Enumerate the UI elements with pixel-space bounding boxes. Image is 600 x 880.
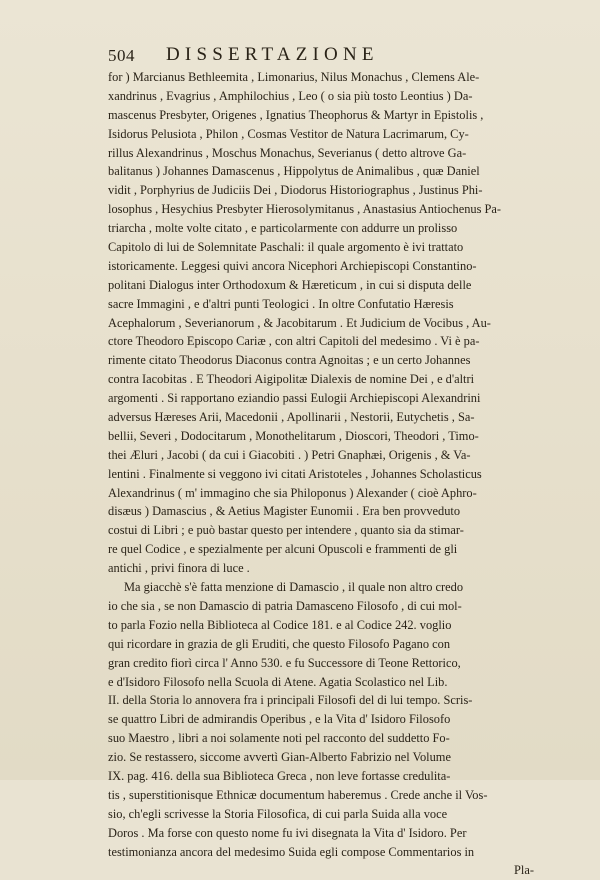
text-line: bellii, Severi , Dodocitarum , Monothelitarum , Dioscori, Theodori , Timo- bbox=[108, 428, 479, 443]
text-line: balitanus ) Johannes Damascenus , Hippolytus de Animalibus , quæ Daniel bbox=[108, 164, 480, 179]
text-line: politani Dialogus inter Orthodoxum & Hæreticum , in cui si disputa delle bbox=[108, 277, 472, 292]
text-line: rillus Alexandrinus , Moschus Monachus, Severianus ( detto altrove Ga- bbox=[108, 145, 467, 160]
text-line: vidit , Porphyrius de Judiciis Dei , Diodorus Historiographus , Justinus Phi- bbox=[108, 183, 483, 198]
text-line: triarcha , molte volte citato , e particolarmente con addurre un prolisso bbox=[108, 221, 458, 236]
text-line: lentini . Finalmente si veggono ivi citati Aristoteles , Johannes Scholasticus bbox=[108, 466, 482, 481]
text-line: ctore Theodoro Episcopo Cariæ , con altri Capitoli del medesimo . Vi è pa- bbox=[108, 334, 480, 349]
text-line: mascenus Presbyter, Origenes , Ignatius Theophorus & Martyr in Epistolis , bbox=[108, 107, 484, 122]
text-line: sacre Immagini , e d'altri punti Teologici . In oltre Confutatio Hæresis bbox=[108, 296, 454, 311]
text-line: to parla Fozio nella Biblioteca al Codice 181. e al Codice 242. voglio bbox=[108, 617, 452, 632]
text-line: sio, ch'egli scrivesse la Storia Filosofica, di cui parla Suida alla voce bbox=[108, 806, 448, 821]
text-line: antichi , privi finora di luce . bbox=[108, 561, 250, 576]
text-line: Doros . Ma forse con questo nome fu ivi disegnata la Vita d' Isidoro. Per bbox=[108, 825, 467, 840]
text-line: Ma giacchè s'è fatta menzione di Damascio , il quale non altro credo bbox=[124, 580, 464, 595]
text-line: tis , superstitionisque Ethnicæ documentum haberemus . Crede anche il Vos- bbox=[108, 787, 488, 802]
text-line: qui ricordare in grazia de gli Eruditi, che questo Filosofo Pagano con bbox=[108, 636, 451, 651]
page-header bbox=[108, 44, 548, 66]
text-line: istoricamente. Leggesi quivi ancora Nicephori Archiepiscopi Constantino- bbox=[108, 258, 477, 273]
text-line: thei Æluri , Jacobi ( da cui i Giacobiti . ) Petri Gnaphæi, Origenis , & Va- bbox=[108, 447, 471, 462]
page-number: 504 bbox=[108, 46, 135, 65]
text-line: costui di Libri ; e può bastar questo per intendere , quanto sia da stimar- bbox=[108, 523, 464, 538]
text-line: Acephalorum , Severianorum , & Jacobitarum . Et Judicium de Vocibus , Au- bbox=[108, 315, 491, 330]
text-line: adversus Hæreses Arii, Macedonii , Apollinarii , Nestorii, Eutychetis , Sa- bbox=[108, 410, 475, 425]
text-line: contra Iacobitas . E Theodori Aigipolitæ Dialexis de nomine Dei , e d'altri bbox=[108, 372, 475, 387]
text-line: xandrinus , Evagrius , Amphilochius , Leo ( o sia più tosto Leontius ) Da- bbox=[108, 88, 473, 103]
text-line: suo Maestro , libri a noi solamente noti pel racconto del suddetto Fo- bbox=[108, 731, 450, 746]
text-line: e d'Isidoro Filosofo nella Scuola di Atene. Agatia Scolastico nel Lib. bbox=[108, 674, 448, 689]
body-text bbox=[108, 68, 540, 880]
catchword: Pla- bbox=[514, 863, 534, 878]
text-line: Isidorus Pelusiota , Philon , Cosmas Vestitor de Natura Lacrimarum, Cy- bbox=[108, 126, 469, 141]
text-line: testimonianza ancora del medesimo Suida egli compose Commentarios in bbox=[108, 844, 475, 859]
text-line: re quel Codice , e spezialmente per alcuni Opuscoli e frammenti de gli bbox=[108, 542, 458, 557]
text-line: Alexandrinus ( m' immagino che sia Philoponus ) Alexander ( cioè Aphro- bbox=[108, 485, 477, 500]
text-line: II. della Storia lo annovera fra i principali Filosofi del di lui tempo. Scris- bbox=[108, 693, 473, 708]
text-line: losophus , Hesychius Presbyter Hierosolymitanus , Anastasius Antiochenus Pa- bbox=[108, 202, 502, 217]
text-line: Capitolo di lui de Solemnitate Paschali: il quale argomento è ivi trattato bbox=[108, 240, 464, 255]
text-line: IX. pag. 416. della sua Biblioteca Greca , non leve fortasse credulita- bbox=[108, 768, 451, 783]
text-line: io che sia , se non Damascio di patria Damasceno Filosofo , di cui mol- bbox=[108, 598, 462, 613]
text-line: gran credito fiorì circa l' Anno 530. e fu Successore di Teone Rettorico, bbox=[108, 655, 461, 670]
text-line: for ) Marcianus Bethleemita , Limonarius, Nilus Monachus , Clemens Ale- bbox=[108, 70, 480, 84]
text-line: rimente citato Theodorus Diaconus contra Agnoitas ; e un certo Johannes bbox=[108, 353, 471, 368]
text-line: zio. Se restassero, siccome avvertì Gian-Alberto Fabrizio nel Volume bbox=[108, 750, 451, 765]
text-line: argomenti . Si rapportano eziandio passi Eulogii Archiepiscopi Alexandrini bbox=[108, 391, 481, 406]
text-line: disæus ) Damascius , & Aetius Magister Eunomii . Era ben provveduto bbox=[108, 504, 461, 519]
running-title: DISSERTAZIONE bbox=[166, 44, 379, 65]
text-line: se quattro Libri de admirandis Operibus , e la Vita d' Isidoro Filosofo bbox=[108, 712, 451, 727]
